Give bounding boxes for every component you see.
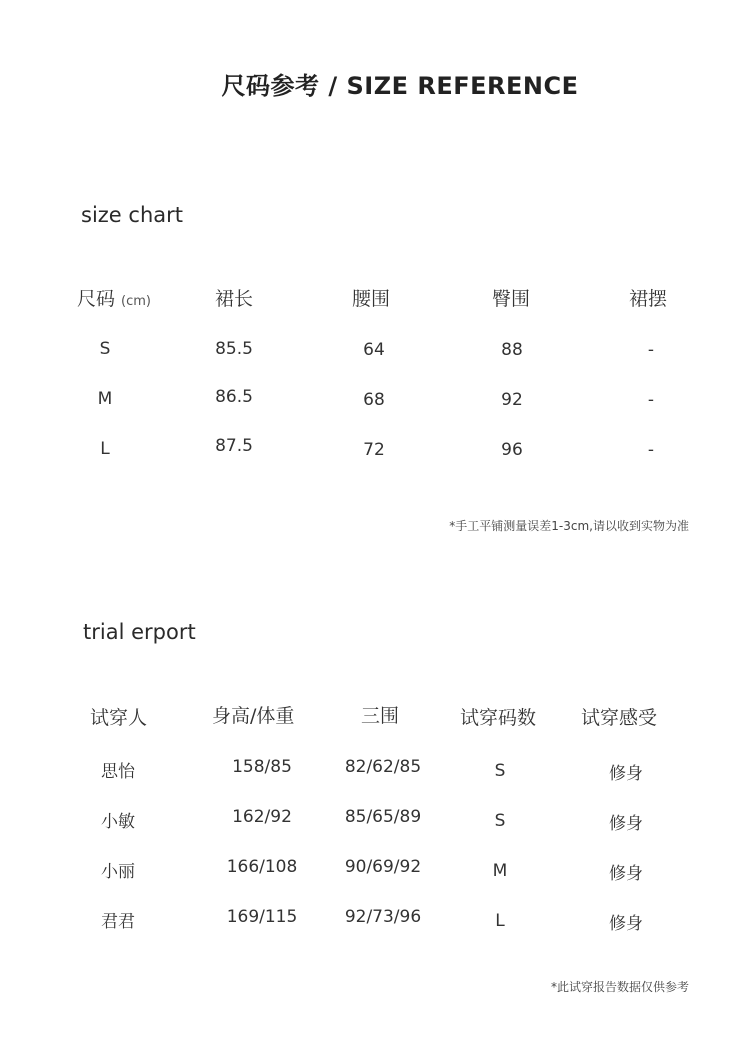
header-waist: 腰围 xyxy=(352,288,391,310)
header-hip: 臀围 xyxy=(492,288,531,310)
table-cell: 72 xyxy=(363,440,385,460)
table-cell: 82/62/85 xyxy=(344,757,422,777)
table-cell: 88 xyxy=(501,340,523,360)
table-cell: S xyxy=(494,811,506,831)
header-tester: 试穿人 xyxy=(90,707,148,729)
trial-report-note: *此试穿报告数据仅供参考 xyxy=(550,980,689,994)
table-cell: - xyxy=(647,340,655,360)
table-cell: 85.5 xyxy=(215,339,253,359)
table-cell: - xyxy=(647,440,655,460)
table-cell: 86.5 xyxy=(215,387,253,407)
table-cell: 修身 xyxy=(609,914,643,934)
table-cell: 思怡 xyxy=(101,762,135,782)
header-size-label: 尺码 xyxy=(77,288,116,310)
table-cell: 小敏 xyxy=(101,812,135,832)
header-trial-feel: 试穿感受 xyxy=(581,707,658,729)
table-cell: L xyxy=(100,439,110,459)
table-cell: - xyxy=(647,390,655,410)
header-unit: (cm) xyxy=(121,294,151,309)
table-cell: 64 xyxy=(363,340,385,360)
table-cell: 92 xyxy=(501,390,523,410)
table-cell: 小丽 xyxy=(101,862,135,882)
header-length: 裙长 xyxy=(215,288,254,310)
table-cell: 修身 xyxy=(609,764,643,784)
table-cell: 87.5 xyxy=(215,436,253,456)
header-measurements: 三围 xyxy=(361,705,400,727)
page-title: 尺码参考 / SIZE REFERENCE xyxy=(221,72,579,100)
table-cell: 96 xyxy=(501,440,523,460)
table-cell: L xyxy=(495,911,505,931)
header-trial-size: 试穿码数 xyxy=(460,707,537,729)
table-cell: 君君 xyxy=(101,912,135,932)
table-cell: M xyxy=(97,389,113,409)
table-cell: S xyxy=(494,761,506,781)
header-hem: 裙摆 xyxy=(629,288,668,310)
header-size xyxy=(77,284,151,311)
table-cell: M xyxy=(492,861,508,881)
table-cell: 90/69/92 xyxy=(344,857,422,877)
trial-report-label: trial erport xyxy=(83,620,196,644)
table-cell: 169/115 xyxy=(226,907,298,927)
table-cell: 修身 xyxy=(609,814,643,834)
table-cell: 85/65/89 xyxy=(344,807,422,827)
table-cell: 92/73/96 xyxy=(344,907,422,927)
table-cell: 68 xyxy=(363,390,385,410)
header-height-weight: 身高/体重 xyxy=(212,705,295,727)
table-cell: 166/108 xyxy=(226,857,298,877)
table-cell: S xyxy=(99,339,111,359)
table-cell: 158/85 xyxy=(232,757,292,777)
table-cell: 162/92 xyxy=(232,807,292,827)
size-chart-note: *手工平铺测量误差1-3cm,请以收到实物为准 xyxy=(449,519,689,533)
table-cell: 修身 xyxy=(609,864,643,884)
size-chart-label: size chart xyxy=(81,203,183,227)
